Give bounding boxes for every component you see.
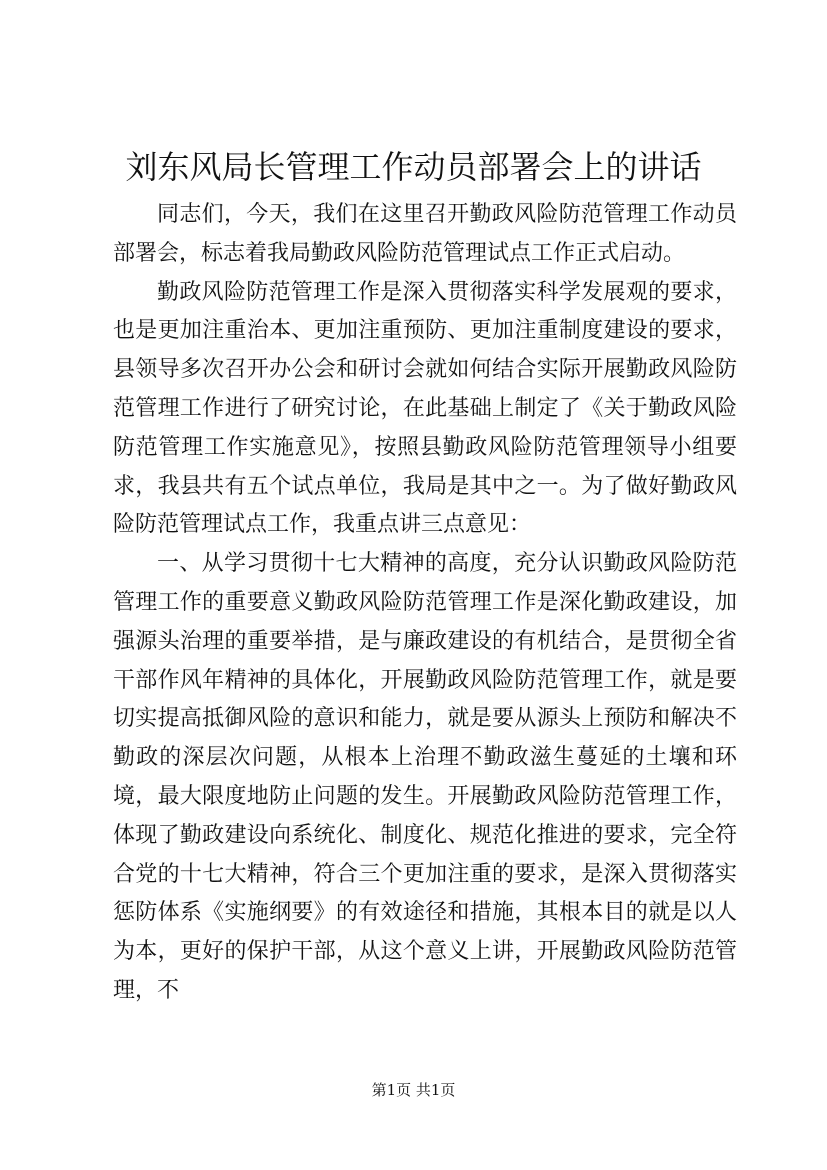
page-footer: 第1页 共1页 bbox=[371, 1081, 456, 1099]
document-title: 刘东风局长管理工作动员部署会上的讲话 bbox=[125, 148, 702, 186]
paragraph-greeting: 同志们，今天，我们在这里召开勤政风险防范管理工作动员部署会，标志着我局勤政风险防范管理试点工作正式启动。 bbox=[113, 202, 737, 266]
document-body bbox=[113, 196, 737, 1011]
paragraph-point-one: 一、从学习贯彻十七大精神的高度，充分认识勤政风险防范管理工作的重要意义勤政风险防范管理工作是深化勤政建设，加强源头治理的重要举措，是与廉政建设的有机结合，是贯彻全省干部作风年精神的具体化，开展勤政风险防范管理工作，就是要切实提高抵御风险的意识和能力，就是要从源头上预防和解决不勤政的深层次问题，从根本上治理不勤政滋生蔓延的土壤和环境，最大限度地防止问题的发生。开展勤政风险防范管理工作，体现了勤政建设向系统化、制度化、规范化推进的要求，完全符合党的十七大精神，符合三个更加注重的要求，是深入贯彻落实惩防体系《实施纲要》的有效途径和措施，其根本目的就是以人为本，更好的保护干部，从这个意义上讲，开展勤政风险防范管理，不 bbox=[113, 551, 737, 1003]
paragraph-background: 勤政风险防范管理工作是深入贯彻落实科学发展观的要求，也是更加注重治本、更加注重预防、更加注重制度建设的要求，县领导多次召开办公会和研讨会就如何结合实际开展勤政风险防范管理工作进行了研究讨论，在此基础上制定了《关于勤政风险防范管理工作实施意见》，按照县勤政风险防范管理领导小组要求，我县共有五个试点单位，我局是其中之一。为了做好勤政风险防范管理试点工作，我重点讲三点意见： bbox=[113, 279, 737, 538]
